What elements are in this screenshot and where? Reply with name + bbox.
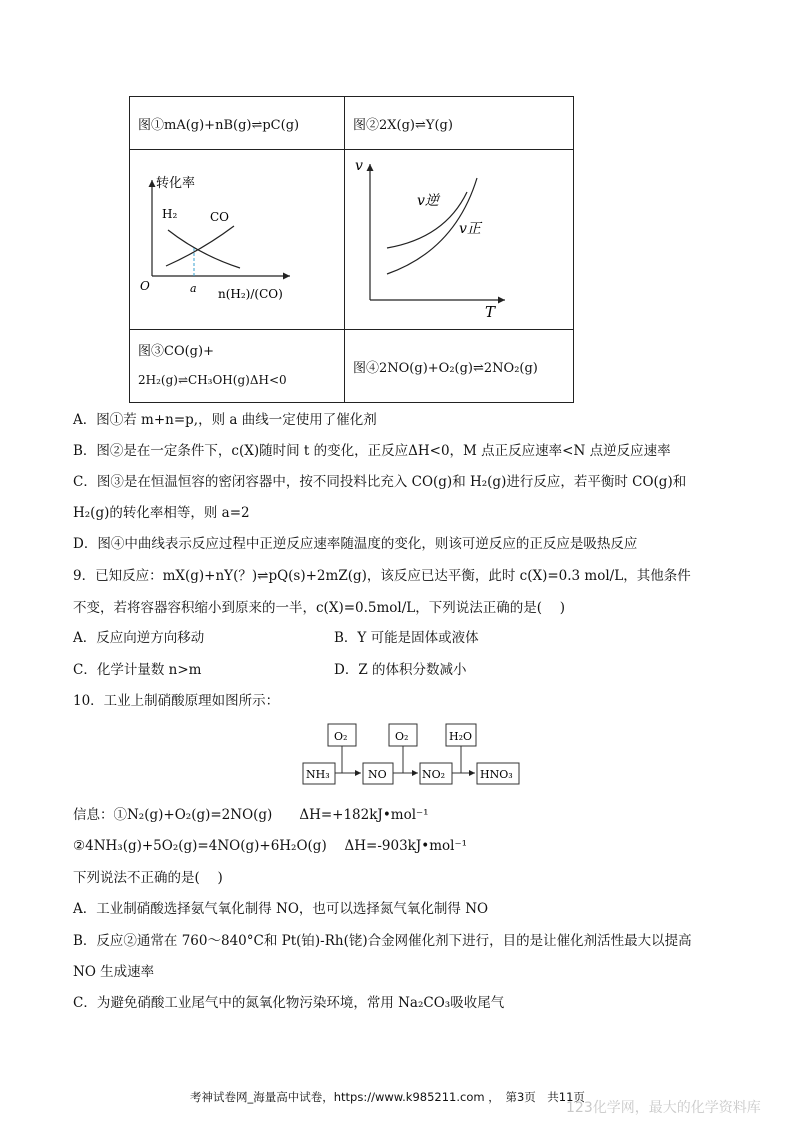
page-footer: 考神试卷网_海量高中试卷，https://www.k985211.com ， 第3页 共11页 xyxy=(190,1090,585,1104)
figure1-graph-cell xyxy=(130,150,345,330)
flow-nh3: NH₃ xyxy=(306,768,330,781)
flow-h2o: H₂O xyxy=(449,730,473,743)
figure4-caption: 图④2NO(g)+O₂(g)⇌2NO₂(g) xyxy=(345,330,574,403)
q10-option-a: A．工业制硝酸选择氨气氧化制得 NO，也可以选择氮气氧化制得 NO xyxy=(73,901,489,917)
flow-no2: NO₂ xyxy=(422,768,446,781)
graph2-curve1-label: v逆 xyxy=(417,193,439,209)
q9-stem-line1: 9．已知反应：mX(g)+nY(？)⇌pQ(s)+2mZ(g)，该反应已达平衡，此时 c(X)=0.3 mol/L，其他条件 xyxy=(73,568,691,584)
figure2-caption: 图②2X(g)⇌Y(g) xyxy=(345,97,574,150)
q9-option-d: D．Z 的体积分数减小 xyxy=(334,662,467,678)
graph2-curve2-label: v正 xyxy=(459,221,481,237)
graph1-curve2-label: CO xyxy=(210,210,230,224)
graph1-xmark: a xyxy=(190,282,197,295)
h2-curve xyxy=(168,230,240,268)
q10-option-c: C．为避免硝酸工业尾气中的氮氧化物污染环境，常用 Na₂CO₃吸收尾气 xyxy=(73,995,505,1011)
nitric-acid-flow-diagram xyxy=(300,720,530,794)
flow-no: NO xyxy=(368,768,387,781)
q10-info2: ②4NH₃(g)+5O₂(g)=4NO(g)+6H₂O(g) ΔH=-903kJ•mol⁻¹ xyxy=(73,838,467,854)
flow-hno3: HNO₃ xyxy=(480,768,513,781)
figure1-caption: 图①mA(g)+nB(g)⇌pC(g) xyxy=(130,97,345,150)
q9-option-b: B．Y 可能是固体或液体 xyxy=(334,630,479,646)
flow-o2-a: O₂ xyxy=(334,730,348,743)
figure3-caption xyxy=(130,330,345,403)
q8-option-a: A．图①若 m+n=p,，则 a 曲线一定使用了催化剂 xyxy=(73,412,377,428)
q9-stem-line2: 不变，若将容器容积缩小到原来的一半，c(X)=0.5mol/L，下列说法正确的是( ) xyxy=(73,600,566,616)
q10-option-b-line1: B．反应②通常在 760～840°C和 Pt(铂)-Rh(铑)合金网催化剂下进行，目的是让催化剂活性最大以提高 xyxy=(73,933,692,949)
q8-option-c-line2: H₂(g)的转化率相等，则 a=2 xyxy=(73,505,250,521)
q10-option-b-line2: NO 生成速率 xyxy=(73,964,155,980)
q8-option-b: B．图②是在一定条件下，c(X)随时间 t 的变化，正反应ΔH<0，M 点正反应速率<N 点逆反应速率 xyxy=(73,443,671,459)
q9-option-a: A．反应向逆方向移动 xyxy=(73,630,205,646)
graph1-curve1-label: H₂ xyxy=(162,207,178,221)
graph2-ylabel: v xyxy=(355,158,363,174)
flow-o2-b: O₂ xyxy=(395,730,409,743)
figure2-graph xyxy=(345,150,573,325)
graph2-xlabel: T xyxy=(485,303,496,321)
q8-option-d: D．图④中曲线表示反应过程中正逆反应速率随温度的变化，则该可逆反应的正反应是吸热反应 xyxy=(73,536,638,552)
watermark: 123化学网，最大的化学资料库 xyxy=(566,1100,761,1116)
figure-table xyxy=(129,96,574,403)
co-curve xyxy=(166,226,234,266)
q10-ask: 下列说法不正确的是( ) xyxy=(73,870,223,886)
graph1-origin: O xyxy=(140,279,150,293)
figure2-graph-cell xyxy=(345,150,574,330)
graph1-ylabel: 转化率 xyxy=(156,176,196,191)
q9-option-c: C．化学计量数 n>m xyxy=(73,662,202,678)
figure1-graph xyxy=(130,150,344,325)
figure3-line2: 2H₂(g)⇌CH₃OH(g)ΔH<0 xyxy=(138,373,287,387)
figure3-line1: 图③CO(g)+ xyxy=(138,344,214,359)
q10-info1: 信息：①N₂(g)+O₂(g)=2NO(g) ΔH=+182kJ•mol⁻¹ xyxy=(73,807,429,823)
q8-option-c-line1: C．图③是在恒温恒容的密闭容器中，按不同投料比充入 CO(g)和 H₂(g)进行反应，若平衡时 CO(g)和 xyxy=(73,474,687,490)
q10-stem: 10．工业上制硝酸原理如图所示： xyxy=(73,693,280,709)
graph1-xlabel: n(H₂)/(CO) xyxy=(218,287,283,301)
